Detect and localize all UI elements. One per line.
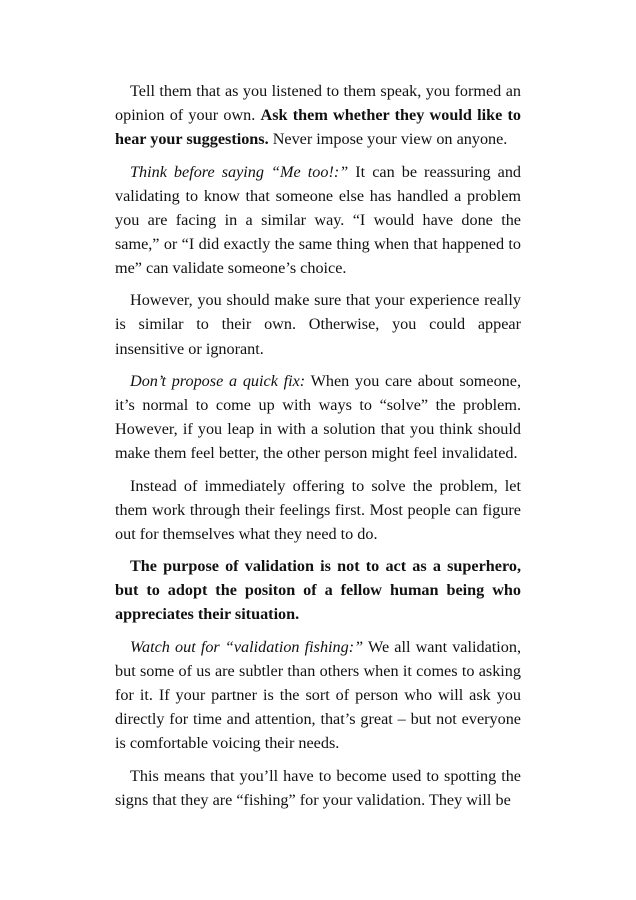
paragraph-text: This means that you’ll have to become used to spotting the signs that they are “fishing” for your validation. They will be: [115, 766, 521, 809]
paragraph-text: The purpose of validation is not to act as a superhero, but to adopt the positon of a fellow human being who appreciates their situation.: [115, 557, 521, 624]
paragraph-text: However, you should make sure that your experience really is similar to their own. Otherwise, you could appear insensitive or ignorant.: [115, 291, 521, 358]
paragraph-suggestions: [115, 79, 521, 151]
italic-heading: Think before saying “Me too!:”: [130, 162, 349, 181]
paragraph-text: Instead of immediately offering to solve the problem, let them work through their feelings first. Most people can figure out for themselves what they need to do.: [115, 476, 521, 543]
paragraph-feelings-first: [115, 474, 521, 546]
italic-heading: Watch out for “validation fishing:”: [130, 637, 364, 656]
paragraph-validation-fishing: [115, 635, 521, 755]
paragraph-text: It can be reassuring and validating to know that someone else has handled a problem you are facing in a similar way. “I would have done the same,” or “I did exactly the same thing when that happened to me” can validate someone’s choice.: [115, 162, 522, 277]
paragraph-text: We all want validation, but some of us are subtler than others when it comes to asking for it. If your partner is the sort of person who will ask you directly for time and attention, that’s great – but not everyone is comfortable voicing their needs.: [115, 637, 521, 753]
bold-emphasis: Ask them whether they would like to hear your suggestions.: [115, 106, 521, 149]
paragraph-spotting-signs: [115, 764, 521, 812]
paragraph-similar-experience: [115, 288, 521, 360]
paragraph-text: Never impose your view on anyone.: [268, 130, 508, 149]
paragraph-me-too: [115, 160, 521, 280]
paragraph-quick-fix: [115, 369, 521, 465]
paragraph-purpose-of-validation: [115, 554, 521, 626]
italic-heading: Don’t propose a quick fix:: [130, 371, 306, 390]
document-page: [115, 79, 521, 820]
paragraph-text: Tell them that as you listened to them speak, you formed an opinion of your own.: [115, 82, 521, 125]
paragraph-text: When you care about someone, it’s normal to come up with ways to “solve” the problem. However, if you leap in with a solution that you think should make them feel better, the other person might feel invalidated.: [115, 371, 521, 463]
